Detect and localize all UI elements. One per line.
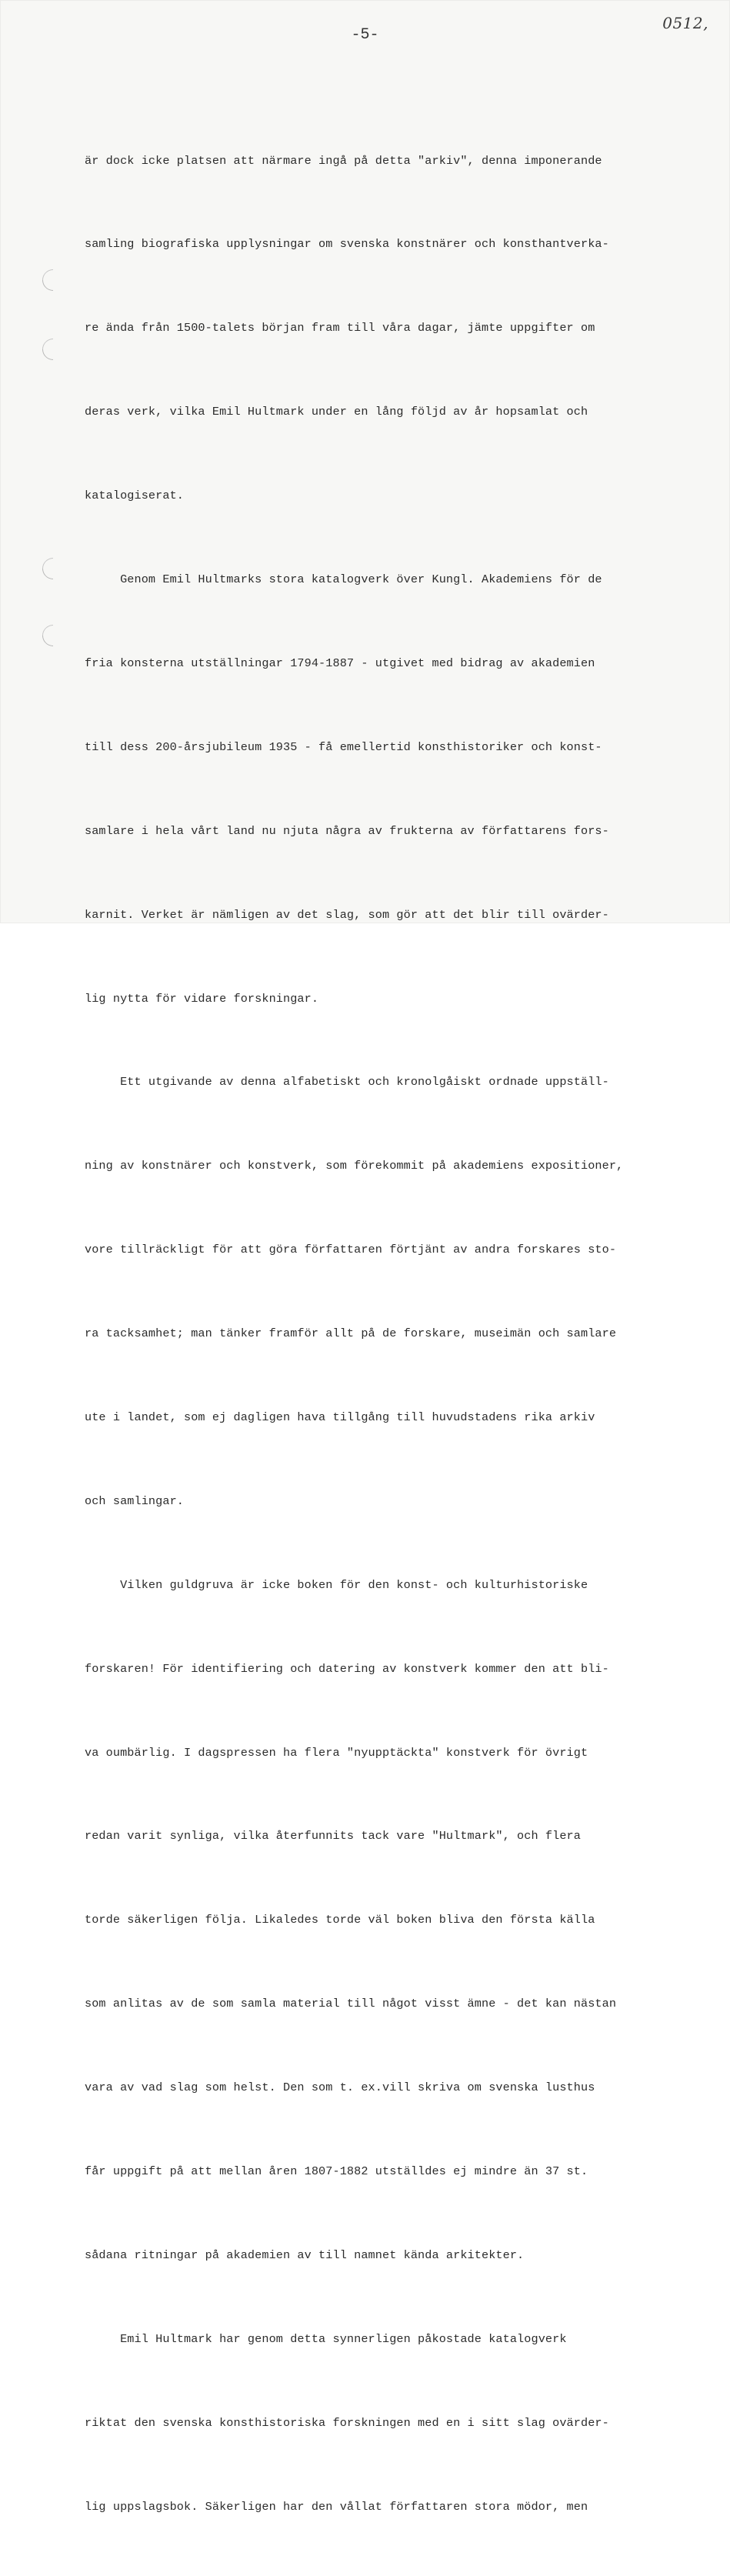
text-line: re ända från 1500-talets början fram till våra dagar, jämte uppgifter om [85,321,595,335]
text-line: deras verk, vilka Emil Hultmark under en lång följd av år hopsamlat och [85,405,588,419]
text-line: till dess 200-årsjubileum 1935 - få emellertid konsthistoriker och konst- [85,739,602,754]
text-line: ute i landet, som ej dagligen hava tillgång till huvudstadens rika arkiv [85,1410,595,1424]
text-line: ra tacksamhet; man tänker framför allt på de forskare, museimän och samlare [85,1326,617,1341]
punch-hole-icon [38,553,68,584]
typewritten-body [85,91,685,2576]
text-line: karnit. Verket är nämligen av det slag, som gör att det blir till ovärder- [85,907,609,922]
punch-hole-icon [38,620,68,651]
text-line: lig nytta för vidare forskningar. [85,991,319,1006]
text-line: katalogiserat. [85,489,184,503]
text-line: torde säkerligen följa. Likaledes torde väl boken bliva den första källa [85,1913,595,1927]
text-line: vore tillräckligt för att göra författaren förtjänt av andra forskares sto- [85,1243,617,1257]
text-line: samling biografiska upplysningar om svenska konstnärer och konsthantverka- [85,237,609,252]
text-line: och samlingar. [85,1493,184,1508]
text-line: Vilken guldgruva är icke boken för den konst- och kulturhistoriske [85,1577,588,1592]
text-line: Ett utgivande av denna alfabetiskt och kronolgåiskt ordnade uppställ- [85,1075,609,1089]
text-line: va oumbärlig. I dagspressen ha flera "nyupptäckta" konstverk för övrigt [85,1745,588,1760]
text-line: fria konsterna utställningar 1794-1887 - utgivet med bidrag av akademien [85,656,595,670]
text-line: ning av konstnärer och konstverk, som förekommit på akademiens expositioner, [85,1159,624,1173]
text-line: som anlitas av de som samla material till något visst ämne - det kan nästan [85,1997,617,2011]
text-line: är dock icke platsen att närmare ingå på detta "arkiv", denna imponerande [85,153,602,168]
text-line: forskaren! För identifiering och datering av konstverk kommer den att bli- [85,1661,609,1676]
text-line: Emil Hultmark har genom detta synnerligen påkostade katalogverk [85,2331,567,2346]
punch-hole-icon [38,334,68,365]
archive-number: 0512, [662,14,708,32]
text-line: får uppgift på att mellan åren 1807-1882 utställdes ej mindre än 37 st. [85,2164,588,2178]
text-line: redan varit synliga, vilka återfunnits tack vare "Hultmark", och flera [85,1829,581,1844]
text-line: samlare i hela vårt land nu njuta några av frukterna av författarens fors- [85,823,609,838]
text-line: Genom Emil Hultmarks stora katalogverk över Kungl. Akademiens för de [85,572,602,587]
punch-hole-icon [38,265,68,295]
text-line: riktat den svenska konsthistoriska forskningen med en i sitt slag ovärder- [85,2415,609,2430]
text-line: lig uppslagsbok. Säkerligen har den vållat författaren stora mödor, men [85,2499,588,2514]
page-number: -5- [351,26,379,44]
text-line: sådana ritningar på akademien av till namnet kända arkitekter. [85,2247,525,2262]
text-line: vara av vad slag som helst. Den som t. ex.vill skriva om svenska lusthus [85,2080,595,2095]
